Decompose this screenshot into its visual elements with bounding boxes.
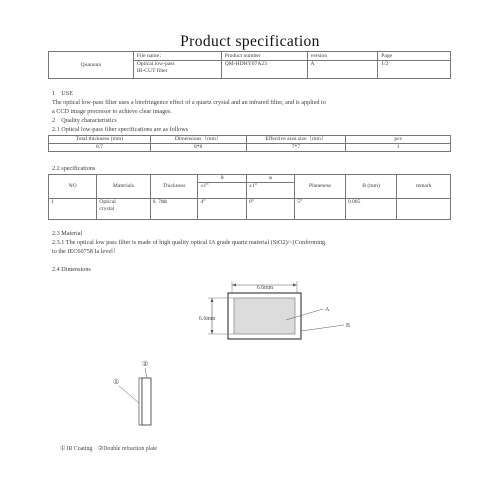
spec2-header-b: B (mm)	[345, 175, 397, 199]
spec2-header-no: NO	[49, 175, 97, 199]
section-1-line-1: The optical low-pass filter uses a birefringence effect of a quartz crystal and an infrared filter, and is applied to	[52, 99, 326, 106]
section-1-heading: 1 USE	[52, 90, 73, 97]
section-2-1-heading: 2.1 Optical low-pass filter specifications are as follows	[52, 126, 189, 133]
header-table	[48, 51, 451, 79]
product-number-value: QM-HDHY07A23	[221, 61, 307, 79]
page-label: Page	[378, 52, 451, 61]
file-name-label: File name：	[133, 52, 221, 61]
figure-legend: ① IR Coating ②Double refraction plate	[60, 446, 157, 452]
width-arrow-left	[232, 284, 236, 287]
spec-table-2-1	[48, 135, 451, 152]
file-name-line-1: Optical low-pass	[136, 61, 175, 67]
spec-header-dimensions: Dimensions（mm）	[150, 136, 246, 144]
spec2-cell-no: 1	[49, 199, 97, 220]
spec2-header-phi: φ	[246, 175, 294, 183]
side-view-drawing	[105, 357, 165, 429]
section-2-4-heading: 2.4 Dimensions	[52, 266, 91, 273]
section-2-3-heading: 2.3 Material	[52, 230, 83, 237]
circle-1-label: ①	[113, 378, 120, 386]
label-b: B	[346, 323, 351, 329]
section-2-2-heading: 2.2 specifications	[52, 165, 96, 172]
spec2-cell-remark	[397, 199, 451, 220]
spec2-cell-theta: 4°	[198, 199, 246, 220]
version-label: version	[307, 52, 378, 61]
product-number-label: Product number	[221, 52, 307, 61]
dimension-drawing	[195, 276, 365, 356]
spec2-cell-b: 0.005	[345, 199, 397, 220]
spec2-materials-line-1: Optical	[99, 199, 116, 205]
section-2-3-line-2: to the IEC60758 Ia level）	[52, 248, 120, 255]
spec-cell-total-thickness: 0.7	[49, 144, 151, 152]
spec-header-effective-area: Effective area size（mm）	[246, 136, 346, 144]
spec2-cell-phi: 0°	[246, 199, 294, 220]
page-title: Product specification	[180, 33, 320, 50]
spec2-header-theta: θ	[198, 175, 246, 183]
circle-2-label: ②	[142, 360, 149, 368]
spec2-materials-line-2: crystal	[99, 205, 115, 212]
spec-cell-dimensions: 8*8	[150, 144, 246, 152]
label-a: A	[325, 307, 330, 313]
spec2-header-planeness: Planeness	[295, 175, 346, 199]
page-value: 1/2	[378, 61, 451, 79]
spec-cell-effective-area: 7*7	[246, 144, 346, 152]
company-name: Quannun	[49, 52, 134, 79]
section-2-3-line-1: 2.3.1 The optical low pass filter is made of high quality optical IA grade quartz material (SiO2)/<(Conforming	[52, 239, 326, 246]
width-arrow-right	[293, 284, 297, 287]
spec2-header-thickness: Thickness	[150, 175, 198, 199]
effective-area-a	[234, 298, 295, 334]
leader-2	[145, 368, 147, 378]
ir-coating-layer	[139, 378, 142, 425]
version-value: A	[307, 61, 378, 79]
width-label: 6.6mm	[256, 285, 274, 291]
section-1-line-2: a CCD image processor to achieve clear images.	[52, 108, 172, 115]
height-arrow-bottom	[211, 330, 214, 334]
file-name-line-2: IR-CUT filter	[136, 67, 168, 74]
spec2-cell-materials	[97, 199, 150, 220]
spec2-header-theta-tol: ±1°	[198, 183, 246, 199]
spec2-header-materials: Materials	[97, 175, 150, 199]
spec2-header-phi-tol: ±1°	[246, 183, 294, 199]
spec-header-total-thickness: Total thickness (mm)	[49, 136, 151, 144]
file-name-value	[133, 61, 221, 79]
double-refraction-plate	[142, 378, 151, 425]
height-label: 6.6mm	[199, 316, 216, 322]
section-2-heading: 2 Quality characteristics	[52, 117, 117, 124]
height-arrow-top	[211, 298, 214, 302]
spec-cell-pcs: 1	[346, 144, 451, 152]
spec-header-pcs: pcs	[346, 136, 451, 144]
spec2-cell-thickness: 0. 7㎜	[150, 199, 198, 220]
spec-table-2-2	[48, 174, 451, 220]
spec2-cell-planeness: 5°	[295, 199, 346, 220]
spec2-header-remark: remark	[397, 175, 451, 199]
leader-b	[301, 325, 344, 331]
leader-1	[119, 386, 139, 403]
